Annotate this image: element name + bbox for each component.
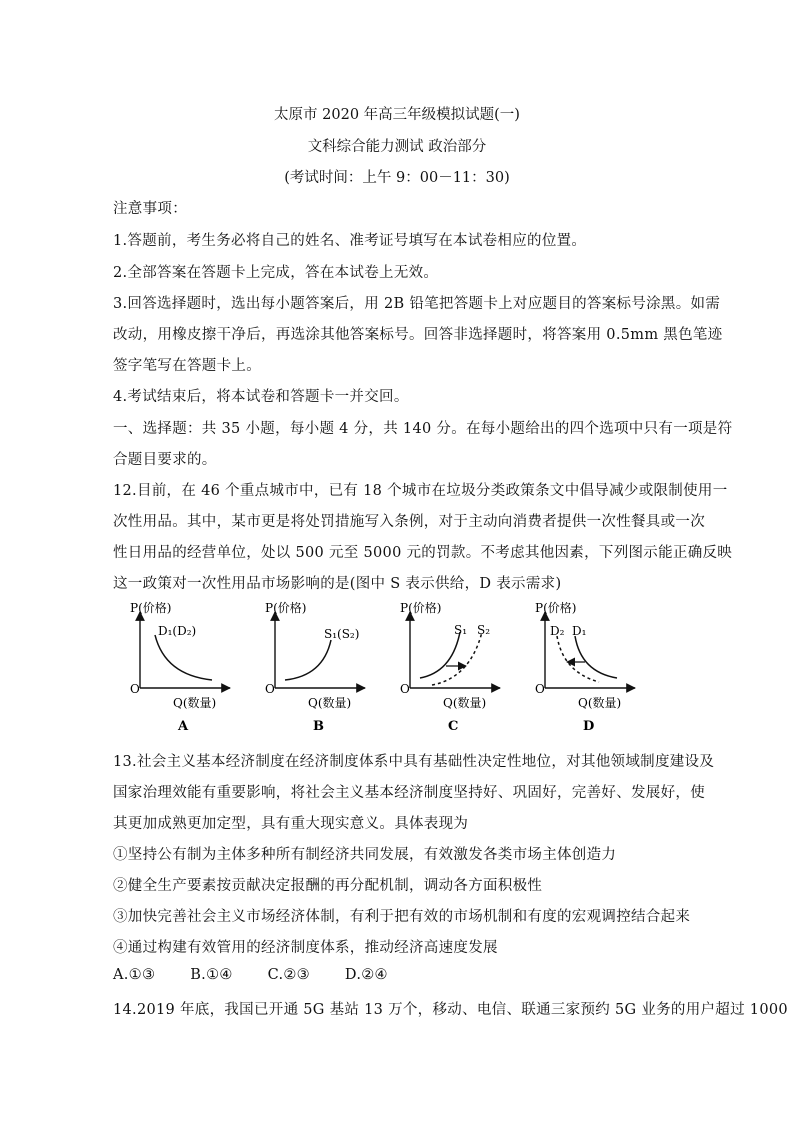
y-axis-label: P(价格)	[535, 601, 577, 615]
question-12-graphs	[110, 600, 690, 740]
supply-curve-s2	[432, 632, 482, 685]
curve-label-d2: D₂	[550, 624, 565, 638]
exam-subtitle: 文科综合能力测试 政治部分	[307, 139, 487, 155]
exam-title: 太原市 2020 年高三年级模拟试题(一)	[274, 107, 520, 123]
question-12-text: 这一政策对一次性用品市场影响的是(图中 S 表示供给，D 表示需求)	[113, 576, 562, 592]
notice-line: 4.考试结束后，将本试卷和答题卡一并交回。	[113, 389, 409, 405]
section-heading: 合题目要求的。	[113, 452, 217, 468]
notice-line: 签字笔写在答题卡上。	[113, 358, 261, 374]
question-12-text: 次性用品。其中，某市更是将处罚措施写入条例，对于主动向消费者提供一次性餐具或一次	[113, 514, 705, 530]
question-13-item: ③加快完善社会主义市场经济体制，有利于把有效的市场机制和有度的宏观调控结合起来	[113, 909, 691, 925]
section-heading: 一、选择题：共 35 小题，每小题 4 分，共 140 分。在每小题给出的四个选项中只有一项是符	[113, 421, 733, 437]
option-d[interactable]: D.②④	[344, 967, 388, 983]
option-b[interactable]: B.①④	[190, 967, 233, 983]
curve-label-s1: S₁	[454, 623, 468, 637]
question-13-item: ④通过构建有效管用的经济制度体系，推动经济高速度发展	[113, 940, 498, 956]
supply-curve-s1	[420, 632, 460, 678]
question-13-text: 国家治理效能有重要影响，将社会主义基本经济制度坚持好、巩固好，完善好、发展好，使	[113, 785, 705, 801]
notice-line: 1.答题前，考生务必将自己的姓名、准考证号填写在本试卷相应的位置。	[113, 233, 587, 249]
question-13-options	[113, 967, 418, 983]
graph-d	[535, 600, 635, 734]
option-c[interactable]: C.②③	[267, 967, 310, 983]
question-13-item: ①坚持公有制为主体多种所有制经济共同发展，有效激发各类市场主体创造力	[113, 847, 617, 863]
curve-label-s2: S₂	[477, 623, 491, 637]
question-13-text: 13.社会主义基本经济制度在经济制度体系中具有基础性决定性地位，对其他领域制度建设及	[113, 754, 715, 770]
curve-label: S₁(S₂)	[324, 627, 360, 641]
x-axis-label: Q(数量)	[443, 696, 487, 710]
graph-c	[400, 600, 500, 734]
y-axis-label: P(价格)	[130, 601, 172, 615]
origin-label: O	[130, 682, 140, 696]
notice-heading: 注意事项：	[113, 201, 187, 217]
curve-label: D₁(D₂)	[158, 624, 197, 638]
question-13-item: ②健全生产要素按贡献决定报酬的再分配机制，调动各方面积极性	[113, 878, 543, 894]
question-14-text: 14.2019 年底，我国已开通 5G 基站 13 万个，移动、电信、联通三家预约 5G 业务的用户超过 1000	[113, 1002, 788, 1018]
question-12-text: 性日用品的经营单位，处以 500 元至 5000 元的罚款。不考虑其他因素，下列图示能正确反映	[113, 545, 733, 561]
demand-curve-d1	[575, 636, 617, 678]
x-axis-label: Q(数量)	[578, 696, 622, 710]
question-13-text: 其更加成熟更加定型，具有重大现实意义。具体表现为	[113, 816, 469, 832]
demand-curve-d2	[557, 636, 599, 682]
graph-b	[265, 600, 365, 734]
notice-line: 改动，用橡皮擦干净后，再选涂其他答案标号。回答非选择题时，将答案用 0.5mm 黑色笔迹	[113, 327, 723, 343]
y-axis-label: P(价格)	[265, 601, 307, 615]
curve-label-d1: D₁	[572, 624, 587, 638]
origin-label: O	[535, 682, 545, 696]
origin-label: O	[400, 682, 410, 696]
option-a[interactable]: A.①③	[113, 967, 156, 983]
option-letter: A	[178, 719, 189, 734]
option-letter: B	[313, 719, 324, 734]
supply-curve	[285, 640, 331, 680]
notice-line: 3.回答选择题时，选出每小题答案后，用 2B 铅笔把答题卡上对应题目的答案标号涂黑。如需	[113, 296, 721, 312]
graph-a	[130, 600, 230, 734]
option-letter: D	[583, 719, 595, 734]
notice-line: 2.全部答案在答题卡上完成，答在本试卷上无效。	[113, 265, 439, 281]
exam-time: (考试时间：上午 9：00－11：30)	[284, 170, 510, 186]
x-axis-label: Q(数量)	[173, 696, 217, 710]
question-12-text: 12.目前，在 46 个重点城市中，已有 18 个城市在垃圾分类政策条文中倡导减少或限制使用一	[113, 483, 728, 499]
x-axis-label: Q(数量)	[308, 696, 352, 710]
option-letter: C	[448, 719, 459, 734]
origin-label: O	[265, 682, 275, 696]
demand-curve	[155, 635, 212, 680]
y-axis-label: P(价格)	[400, 601, 442, 615]
